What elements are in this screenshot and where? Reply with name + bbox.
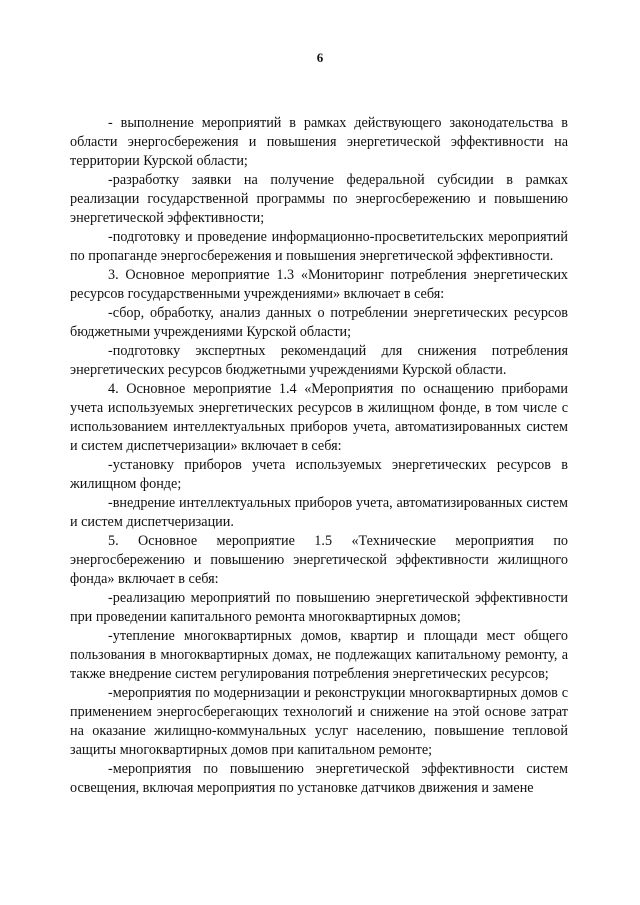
paragraph: -мероприятия по модернизации и реконструкции многоквартирных домов с применением энергосберегающих технологий и снижение на этой основе затрат на оказание жилищно-коммунальных услуг населению, повышение тепловой защиты многоквартирных домов при капитальном ремонте;	[70, 685, 568, 758]
paragraph: -подготовку экспертных рекомендаций для снижения потребления энергетических ресурсов бюджетными учреждениями Курской области.	[70, 343, 568, 378]
document-body	[70, 114, 568, 798]
paragraph: -установку приборов учета используемых энергетических ресурсов в жилищном фонде;	[70, 457, 568, 492]
paragraph: 5. Основное мероприятие 1.5 «Технические мероприятия по энергосбережению и повышению энергетической эффективности жилищного фонда» включает в себя:	[70, 533, 568, 587]
paragraph: 4. Основное мероприятие 1.4 «Мероприятия по оснащению приборами учета используемых энергетических ресурсов в жилищном фонде, в том числе с использованием интеллектуальных приборов учета, автоматизированных систем и систем диспетчеризации» включает в себя:	[70, 381, 568, 454]
paragraph: -подготовку и проведение информационно-просветительских мероприятий по пропаганде энергосбережения и повышения энергетической эффективности.	[70, 229, 568, 264]
paragraph: -мероприятия по повышению энергетической эффективности систем освещения, включая мероприятия по установке датчиков движения и замене	[70, 761, 568, 796]
paragraph: - выполнение мероприятий в рамках действующего законодательства в области энергосбережения и повышения энергетической эффективности на территории Курской области;	[70, 115, 568, 169]
paragraph: -разработку заявки на получение федеральной субсидии в рамках реализации государственной программы по энергосбережению и повышению энергетической эффективности;	[70, 172, 568, 226]
page-number: 6	[316, 50, 324, 65]
paragraph: -внедрение интеллектуальных приборов учета, автоматизированных систем и систем диспетчеризации.	[70, 495, 568, 530]
paragraph: 3. Основное мероприятие 1.3 «Мониторинг потребления энергетических ресурсов государственными учреждениями» включает в себя:	[70, 267, 568, 302]
paragraph: -реализацию мероприятий по повышению энергетической эффективности при проведении капитального ремонта многоквартирных домов;	[70, 590, 568, 625]
paragraph: -сбор, обработку, анализ данных о потреблении энергетических ресурсов бюджетными учреждениями Курской области;	[70, 305, 568, 340]
paragraph: -утепление многоквартирных домов, квартир и площади мест общего пользования в многоквартирных домах, не подлежащих капитальному ремонту, а также внедрение систем регулирования потребления энергетических ресурсов;	[70, 628, 568, 682]
